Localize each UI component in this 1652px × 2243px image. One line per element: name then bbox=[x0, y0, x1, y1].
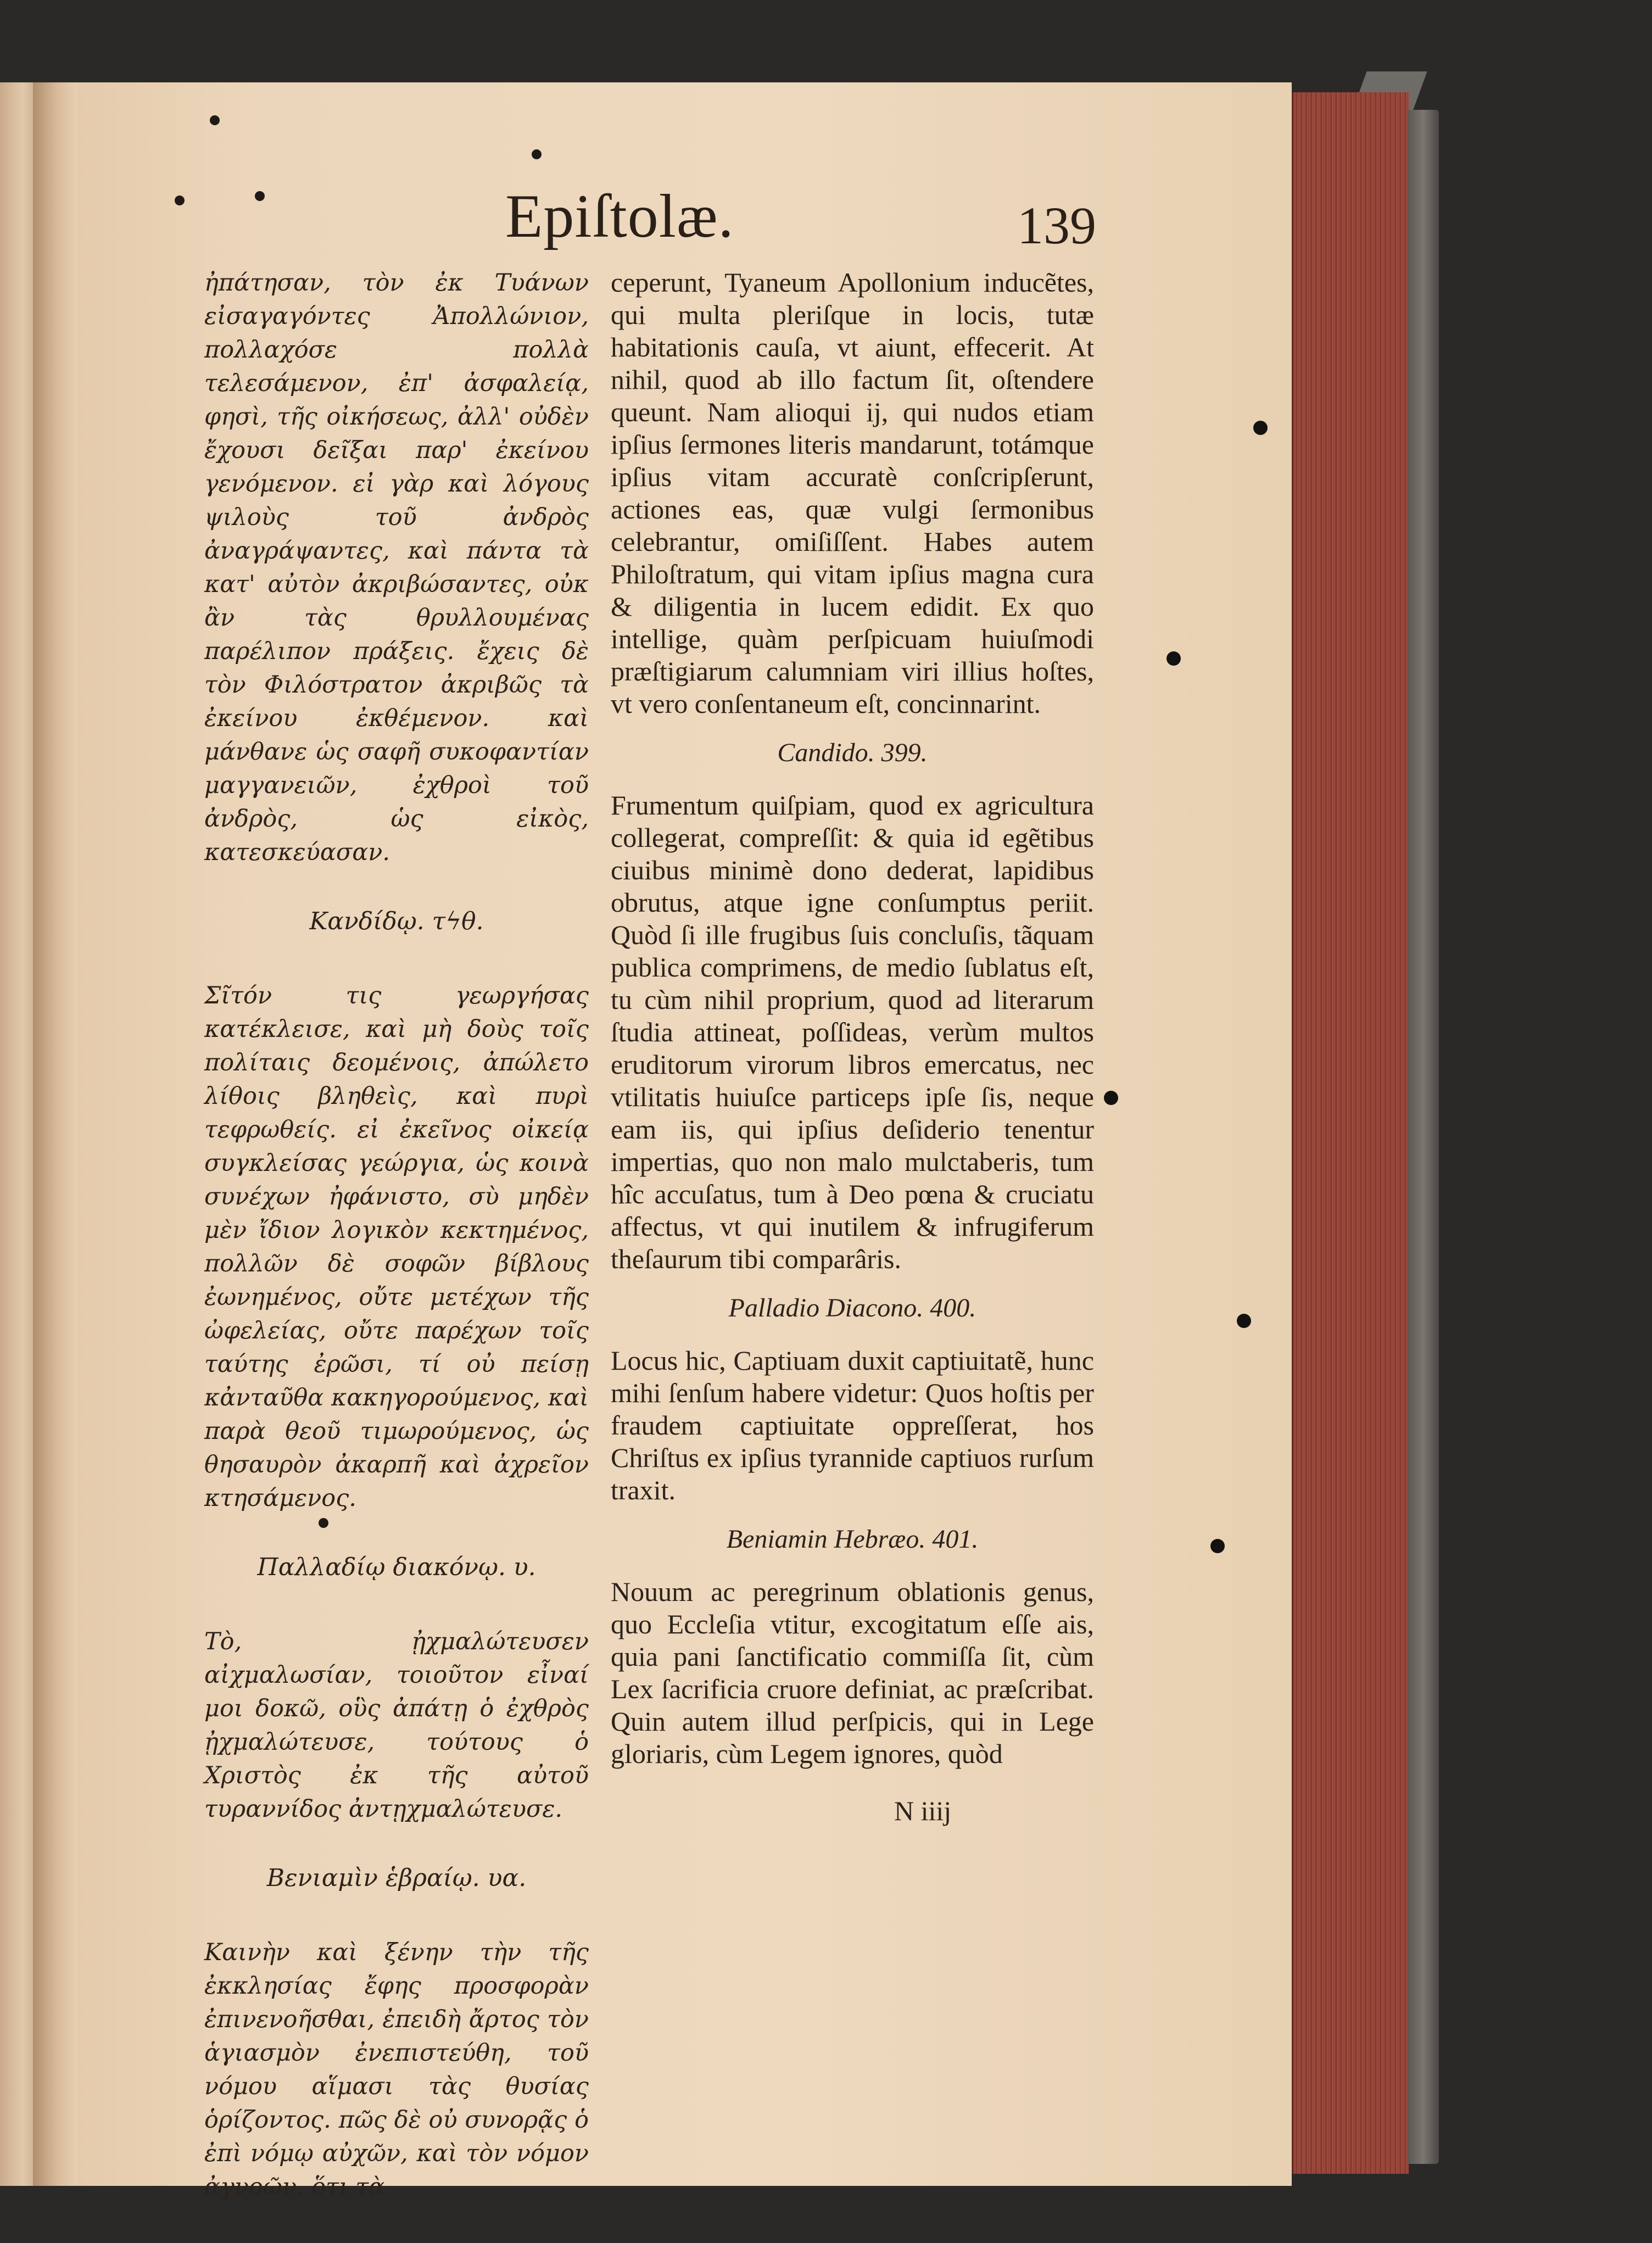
left-page-edge bbox=[0, 82, 34, 2186]
greek-letter-heading-beniamin: Βενιαμὶν ἑβραίῳ. υα. bbox=[266, 1864, 527, 1892]
ink-speck bbox=[175, 196, 185, 205]
red-page-edges bbox=[1292, 92, 1409, 2174]
signature-mark: N iiij bbox=[894, 1795, 952, 1826]
greek-paragraph-3: Τὸ, ᾐχμαλώτευσεν αἰχμαλωσίαν, τοιοῦτον εἶναί μοι δοκῶ, οὓς ἀπάτῃ ὁ ἐχθρὸς ᾐχμαλώτευσε, τούτους ὁ Χριστὸς ἐκ τῆς αὐτοῦ τυραννίδος ἀντῃχμαλώτευσε. bbox=[204, 1628, 589, 1823]
running-header-title: Epiſtolæ. bbox=[505, 182, 734, 250]
greek-paragraph-1: ἠπάτησαν, τὸν ἐκ Τυάνων εἰσαγαγόντες Ἀπολλώνιον, πολλαχόσε πολλὰ τελεσάμενον, ἐπ' ἀσφαλείᾳ, φησὶ, τῆς οἰκήσεως, ἀλλ' οὐδὲν ἔχουσι δεῖξαι παρ' ἐκείνου γενόμενον. εἰ γὰρ καὶ λόγους ψιλοὺς τοῦ ἀνδρὸς ἀναγράψαντες, καὶ πάντα τὰ κατ' αὐτὸν ἀκριβώσαντες, οὐκ ἂν τὰς θρυλλουμένας παρέλιπον πράξεις. ἔχεις δὲ τὸν Φιλόστρατον ἀκριβῶς τὰ ἐκείνου ἐκθέμενον. καὶ μάνθανε ὡς σαφῆ συκοφαντίαν μαγγανειῶν, ἐχθροὶ τοῦ ἀνδρὸς, ὡς εἰκὸς, κατεσκεύασαν. bbox=[204, 269, 589, 866]
page-number: 139 bbox=[1017, 196, 1096, 255]
latin-paragraph-2: Frumentum quiſpiam, quod ex agricultura collegerat, compreſſit: & quia id egẽtibus ciuibus minimè dono dederat, lapidibus obrutus, atque igne conſumptus periit. Quòd ſi ille frugibus ſuis concluſis, tãquam publica comprimens, de medio ſublatus eſt, tu cùm nihil proprium, quod ad literarum ſtudia attineat, poſſideas, verùm multos eruditorum virorum libros emercatus, nec vtilitatis huiuſce particeps ipſe ſis, neque eam iis, qui ipſius deſiderio tenentur impertias, quo non malo mulctaberis, tum hîc accuſatus, tum à Deo pœna & cruciatu affectus, vt qui inutilem & infrugiferum theſaurum tibi comparâris. bbox=[611, 790, 1094, 1274]
worm-hole bbox=[1104, 1091, 1118, 1105]
greek-paragraph-4: Καινὴν καὶ ξένην τὴν τῆς ἐκκλησίας ἔφης προσφορὰν ἐπινενοῆσθαι, ἐπειδὴ ἄρτος τὸν ἁγιασμὸν ἐνεπιστεύθη, τοῦ νόμου αἵμασι τὰς θυσίας ὁρίζοντος. πῶς δὲ οὐ συνορᾷς ὁ ἐπὶ νόμῳ αὐχῶν, καὶ τὸν νόμον ἀγνοῶν, ὅτι τὰ bbox=[204, 1939, 589, 2201]
ink-speck bbox=[210, 115, 220, 125]
ink-speck bbox=[255, 191, 265, 201]
book-cover bbox=[1407, 110, 1439, 2164]
latin-letter-heading-beniamin: Beniamin Hebræo. 401. bbox=[726, 1525, 979, 1554]
ink-speck bbox=[532, 149, 542, 159]
latin-paragraph-3: Locus hic, Captiuam duxit captiuitatẽ, hunc mihi ſenſum habere videtur: Quos hoſtis per fraudem captiuitate oppreſſerat, hos Chriſtus ex ipſius tyrannide captiuos rurſum traxit. bbox=[611, 1345, 1094, 1505]
latin-paragraph-4: Nouum ac peregrinum oblationis genus, quo Eccleſia vtitur, excogitatum eſſe ais, quia pani ſanctificatio commiſſa ſit, cùm Lex ſacrificia cruore definiat, ac præſcribat. Quin autem illud perſpicis, qui in Lege gloriaris, cùm Legem ignores, quòd bbox=[611, 1576, 1094, 1769]
greek-paragraph-2: Σῖτόν τις γεωργήσας κατέκλεισε, καὶ μὴ δοὺς τοῖς πολίταις δεομένοις, ἀπώλετο λίθοις βληθεὶς, καὶ πυρὶ τεφρωθείς. εἰ ἐκεῖνος οἰκείᾳ συγκλείσας γεώργια, ὡς κοινὰ συνέχων ἠφάνιστο, σὺ μηδὲν μὲν ἴδιον λογικὸν κεκτημένος, πολλῶν δὲ σοφῶν βίβλους ἐωνημένος, οὔτε μετέχων τῆς ὠφελείας, οὔτε παρέχων τοῖς ταύτης ἐρῶσι, τί οὐ πείσῃ κἀνταῦθα κακηγορούμενος, καὶ παρὰ θεοῦ τιμωρούμενος, ὡς θησαυρὸν ἀκαρπῆ καὶ ἀχρεῖον κτησάμενος. bbox=[204, 982, 589, 1512]
latin-letter-heading-candido: Candido. 399. bbox=[777, 738, 928, 767]
worm-hole bbox=[1167, 651, 1181, 666]
worm-hole bbox=[1237, 1314, 1251, 1328]
greek-letter-heading-candido: Κανδίδῳ. τϟθ. bbox=[309, 907, 484, 935]
worm-hole bbox=[1253, 421, 1268, 435]
greek-letter-heading-palladio: Παλλαδίῳ διακόνῳ. υ. bbox=[257, 1553, 536, 1581]
ink-speck bbox=[319, 1518, 328, 1528]
greek-column bbox=[204, 266, 589, 2201]
latin-column bbox=[611, 266, 1094, 1848]
latin-paragraph-1: ceperunt, Tyaneum Apollonium inducẽtes, qui multa pleriſque in locis, tutæ habitationis cauſa, vt aiunt, effecerit. At nihil, quod ab illo factum ſit, oſtendere queunt. Nam alioqui ij, qui nudos etiam ipſius ſermones literis mandarunt, totámque ipſius vitam accuratè conſcripſerunt, actiones eas, quæ vulgi ſermonibus celebrantur, omiſiſſent. Habes autem Philoſtratum, qui vitam ipſius magna cura & diligentia in lucem edidit. Ex quo intellige, quàm perſpicuam huiuſmodi præſtigiarum calumniam viri illius hoſtes, vt vero conſentaneum eſt, concinnarint. bbox=[611, 267, 1094, 719]
worm-hole bbox=[1210, 1539, 1225, 1553]
book-gutter bbox=[33, 82, 77, 2186]
latin-letter-heading-palladio: Palladio Diacono. 400. bbox=[728, 1293, 976, 1323]
